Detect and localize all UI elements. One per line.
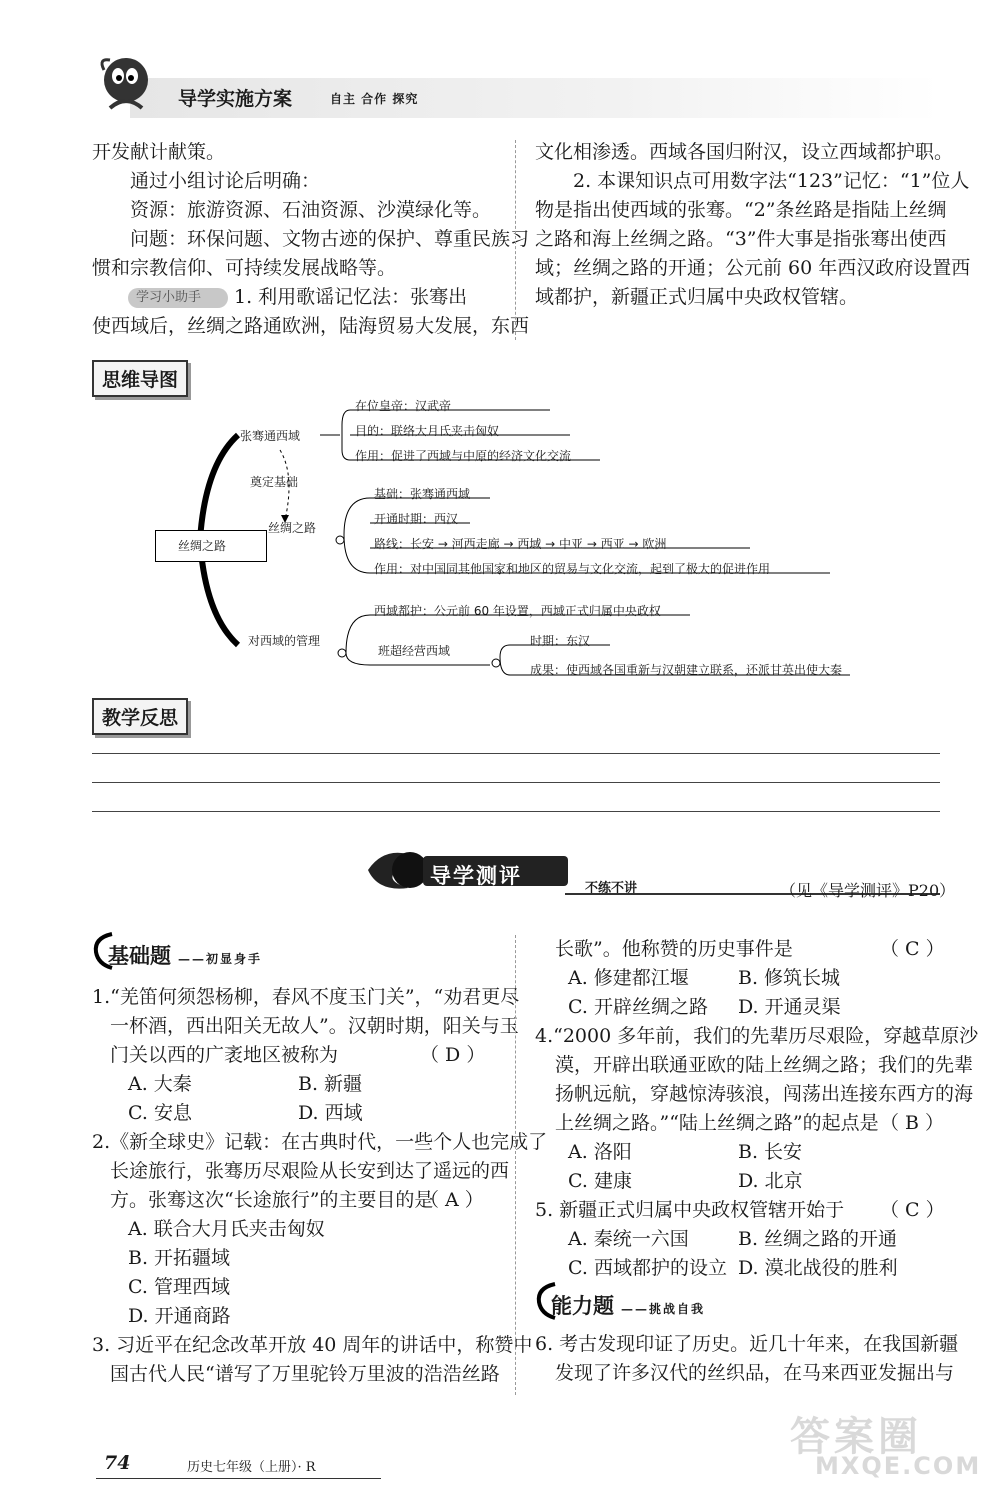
column-divider: [515, 935, 516, 1395]
mindmap-leaf: 作用：促进了西域与中原的经济文化交流: [355, 449, 572, 463]
text-line: 通过小组讨论后明确：: [130, 170, 321, 192]
text-line: 开发献计献策。: [92, 141, 226, 163]
question-1-answer: （ D ）: [420, 1044, 486, 1066]
question-1-line: 1.“羌笛何须怨杨柳，春风不度玉门关”，“劝君更尽: [92, 986, 520, 1008]
option-d[interactable]: D. 北京: [738, 1170, 803, 1192]
mindmap-link-label: 奠定基础: [250, 475, 299, 489]
option-b[interactable]: B. 开拓疆域: [128, 1247, 231, 1269]
question-2-line: 长途旅行，张骞历尽艰险从长安到达了遥远的西: [110, 1160, 510, 1182]
option-d[interactable]: D. 漠北战役的胜利: [738, 1257, 898, 1279]
mindmap-leaf: 成果：使西域各国重新与汉朝建立联系，还派甘英出使大秦: [530, 663, 843, 677]
banner-title: 导学测评: [430, 864, 522, 888]
banner-reference: （见《导学测评》P20）: [780, 881, 956, 900]
question-3-answer: （ C ）: [880, 938, 945, 960]
question-2-line: 2.《新全球史》记载：在古典时代，一些个人也完成了: [92, 1131, 548, 1153]
question-3-line: 长歌”。他称赞的历史事件是: [555, 938, 793, 960]
option-c[interactable]: C. 西域都护的设立: [568, 1257, 727, 1279]
option-a[interactable]: A. 秦统一六国: [568, 1228, 689, 1250]
text-line: 文化相渗透。西域各国归附汉，设立西域都护职。: [535, 141, 954, 163]
option-a[interactable]: A. 洛阳: [568, 1141, 632, 1163]
question-3-line: 3. 习近平在纪念改革开放 40 周年的讲话中，称赞中: [92, 1334, 533, 1356]
mindmap-root: 丝绸之路: [178, 539, 227, 553]
option-a[interactable]: A. 修建都江堰: [568, 967, 689, 989]
mindmap-leaf: 路线：长安 → 河西走廊 → 西域 → 中亚 → 西亚 → 欧洲: [374, 537, 667, 551]
mindmap-section-label: 思维导图: [92, 360, 188, 397]
question-6-line: 6. 考古发现印证了历史。近几十年来，在我国新疆: [535, 1333, 959, 1355]
question-2-line: 方。张骞这次“长途旅行”的主要目的是: [110, 1189, 434, 1211]
mindmap-leaf: 基础：张骞通西域: [374, 487, 471, 501]
mascot-icon: [90, 50, 160, 120]
option-c[interactable]: C. 管理西域: [128, 1276, 230, 1298]
mindmap-leaf: 开通时期：西汉: [374, 512, 459, 526]
option-d[interactable]: D. 开通商路: [128, 1305, 231, 1327]
book-title: 历史七年级（上册）· R: [187, 1460, 316, 1475]
writing-line[interactable]: [92, 753, 940, 754]
option-c[interactable]: C. 安息: [128, 1102, 192, 1124]
option-c[interactable]: C. 建康: [568, 1170, 632, 1192]
reflection-section-label: 教学反思: [92, 698, 188, 735]
page-header-title: 导学实施方案: [178, 88, 293, 110]
mindmap-leaf: 目的：联络大月氏夹击匈奴: [355, 424, 500, 438]
left-column: [92, 138, 530, 341]
option-b[interactable]: B. 丝绸之路的开通: [738, 1228, 898, 1250]
question-6-line: 发现了许多汉代的丝织品，在马来西亚发掘出与: [555, 1362, 955, 1384]
writing-line[interactable]: [92, 782, 940, 783]
option-d[interactable]: D. 西域: [298, 1102, 363, 1124]
option-a[interactable]: A. 大秦: [128, 1073, 192, 1095]
mindmap-leaf: 在位皇帝：汉武帝: [355, 399, 452, 413]
text-line: 使西域后，丝绸之路通欧洲，陆海贸易大发展，东西: [92, 315, 530, 337]
mindmap-leaf: 西域都护：公元前 60 年设置，西域正式归属中央政权: [374, 604, 661, 618]
text-line: 域都护，新疆正式归属中央政权管辖。: [535, 286, 859, 308]
option-b[interactable]: B. 修筑长城: [738, 967, 841, 989]
question-5-answer: （ C ）: [880, 1199, 945, 1221]
option-b[interactable]: B. 新疆: [298, 1073, 363, 1095]
option-b[interactable]: B. 长安: [738, 1141, 803, 1163]
question-3-line: 国古代人民“谱写了万里驼铃万里波的浩浩丝路: [110, 1363, 500, 1385]
text-line: 之路和海上丝绸之路。“3”件大事是指张骞出使西: [535, 228, 947, 250]
text-line: 惯和宗教信仰、可持续发展战略等。: [92, 257, 397, 279]
writing-line[interactable]: [92, 811, 940, 812]
banner-tagline: 不练不讲: [585, 881, 638, 896]
option-d[interactable]: D. 开通灵渠: [738, 996, 841, 1018]
question-2-answer: （ A ）: [420, 1189, 484, 1211]
column-divider: [515, 140, 516, 340]
question-4-line: 扬帆远航，穿越惊涛骇浪，闯荡出连接东西方的海: [555, 1083, 974, 1105]
mindmap-branch: 对西域的管理: [248, 634, 321, 648]
ability-section-title: 能力题: [551, 1294, 614, 1318]
footer-rule: [96, 1478, 381, 1479]
text-line: 物是指出使西域的张骞。“2”条丝路是指陆上丝绸: [535, 199, 947, 221]
mindmap-branch: 丝绸之路: [268, 521, 317, 535]
mindmap-leaf: 作用：对中国同其他国家和地区的贸易与文化交流，起到了极大的促进作用: [374, 562, 771, 576]
page-header-subtitle: 自主 合作 探究: [330, 92, 419, 106]
watermark-site: MXQE.COM: [815, 1452, 982, 1480]
question-5-line: 5. 新疆正式归属中央政权管辖开始于: [535, 1199, 845, 1221]
mindmap-branch: 张骞通西域: [240, 429, 301, 443]
option-a[interactable]: A. 联合大月氏夹击匈奴: [128, 1218, 325, 1240]
mindmap-leaf: 时期：东汉: [530, 634, 591, 648]
question-1-line: 门关以西的广袤地区被称为: [110, 1044, 339, 1066]
basic-section-title: 基础题: [108, 944, 171, 968]
question-4-answer: （ B ）: [880, 1112, 945, 1134]
question-4-line: 4.“2000 多年前，我们的先辈历尽艰险，穿越草原沙: [535, 1025, 979, 1047]
question-4-line: 漠，开辟出联通亚欧的陆上丝绸之路；我们的先辈: [555, 1054, 974, 1076]
text-line: 2. 本课知识点可用数字法“123”记忆：“1”位人: [573, 170, 970, 192]
page-number: 74: [104, 1452, 131, 1474]
helper-badge: 学习小助手: [128, 288, 228, 308]
mindmap-leaf: 班超经营西域: [378, 644, 451, 658]
watermark-text: 答案圈: [790, 1414, 922, 1460]
text-line: 学习小助手 1. 利用歌谣记忆法：张骞出: [92, 283, 507, 312]
question-1-line: 一杯酒，西出阳关无故人”。汉朝时期，阳关与玉: [110, 1015, 519, 1037]
ability-section-subtitle: ——挑战自我: [621, 1302, 706, 1316]
right-column: [535, 138, 971, 312]
question-4-line: 上丝绸之路。”“陆上丝绸之路”的起点是: [555, 1112, 879, 1134]
text-line: 域；丝绸之路的开通；公元前 60 年西汉政府设置西: [535, 257, 971, 279]
option-c[interactable]: C. 开辟丝绸之路: [568, 996, 708, 1018]
basic-section-subtitle: ——初显身手: [178, 952, 263, 966]
text-line: 问题：环保问题、文物古迹的保护、尊重民族习: [130, 228, 530, 250]
text-line: 资源：旅游资源、石油资源、沙漠绿化等。: [130, 199, 492, 221]
